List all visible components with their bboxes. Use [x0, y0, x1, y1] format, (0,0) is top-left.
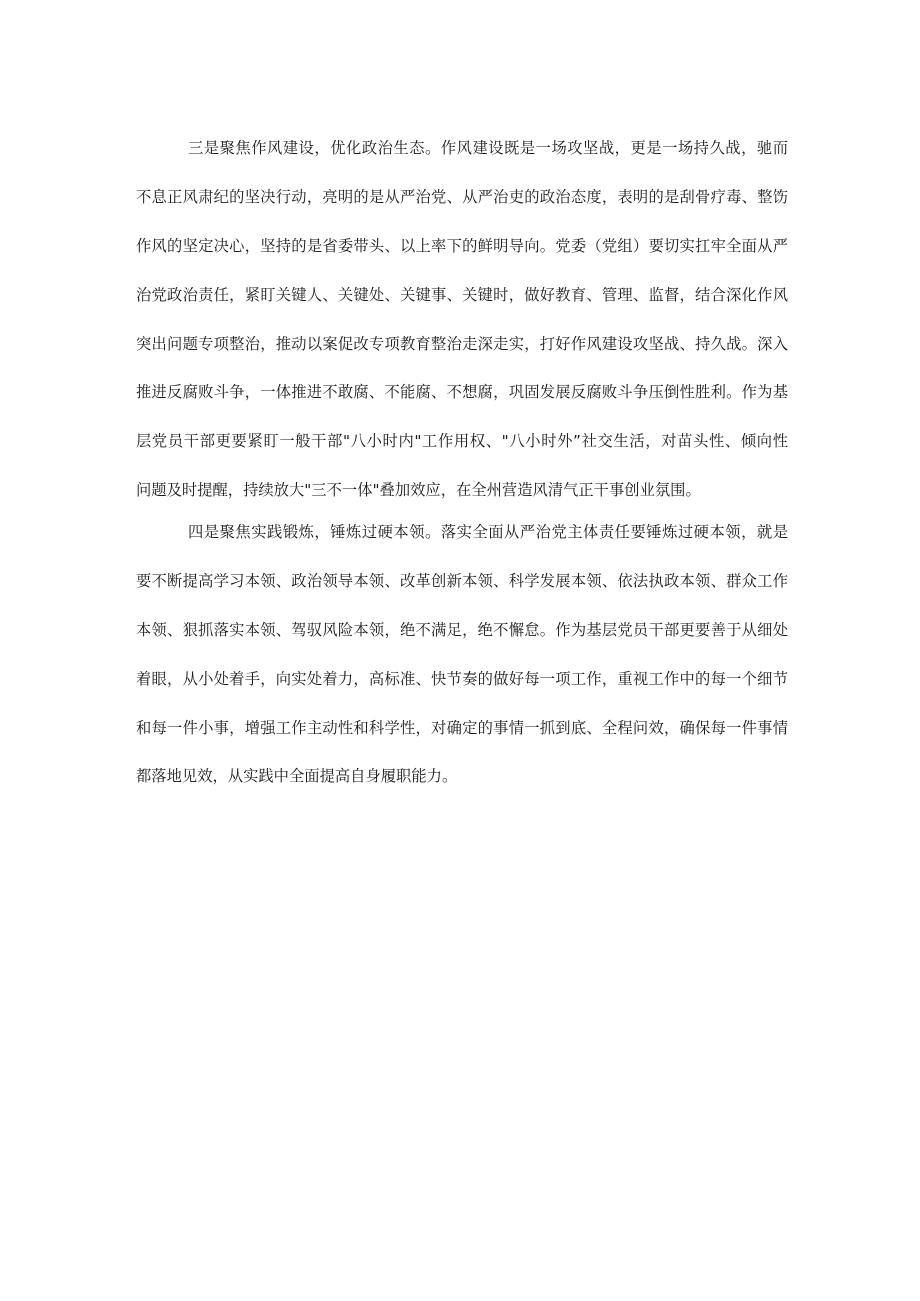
paragraph-line: 推进反腐败斗争，一体推进不敢腐、不能腐、不想腐，巩固发展反腐败斗争压倒性胜利。作为基: [136, 383, 788, 402]
paragraph-line: 本领、狠抓落实本领、驾驭风险本领，绝不满足，绝不懈怠。作为基层党员干部更要善于从细处: [136, 620, 788, 639]
paragraph-line: 三是聚焦作风建设，优化政治生态。作风建设既是一场攻坚战，更是一场持久战，驰而: [188, 139, 788, 157]
paragraph-line: 作风的坚定决心，坚持的是省委带头、以上率下的鲜明导向。党委（党组）要切实扛牢全面从严: [136, 236, 788, 255]
paragraph-line: 都落地见效，从实践中全面提高自身履职能力。: [136, 767, 458, 786]
paragraph-line: 问题及时提醒，持续放大"三不一体"叠加效应，在全州营造风清气正干事创业氛围。: [136, 481, 701, 500]
paragraph-line: 治党政治责任，紧盯关键人、关键处、关键事、关键时，做好教育、管理、监督，结合深化作风: [136, 285, 788, 304]
paragraph-line: 和每一件小事，增强工作主动性和科学性，对确定的事情一抓到底、全程问效，确保每一件事情: [136, 718, 788, 737]
paragraph-line: 不息正风肃纪的坚决行动，亮明的是从严治党、从严治吏的政治态度，表明的是刮骨疗毒、整饬: [136, 187, 788, 206]
paragraph-focus-on-practice: [136, 508, 788, 801]
paragraph-line: 突出问题专项整治，推动以案促改专项教育整治走深走实，打好作风建设攻坚战、持久战。深入: [136, 334, 788, 353]
paragraph-line: 着眼，从小处着手，向实处着力，高标准、快节奏的做好每一项工作，重视工作中的每一个细节: [136, 669, 788, 688]
paragraph-line: 层党员干部更要紧盯一般干部"八小时内"工作用权、"八小时外”社交生活，对苗头性、倾向性: [136, 432, 788, 451]
paragraph-line: 要不断提高学习本领、政治领导本领、改革创新本领、科学发展本领、依法执政本领、群众工作: [136, 571, 788, 590]
paragraph-focus-on-work-style: [136, 124, 788, 515]
paragraph-line: 四是聚焦实践锻炼，锤炼过硬本领。落实全面从严治党主体责任要锤炼过硬本领，就是: [188, 523, 788, 541]
